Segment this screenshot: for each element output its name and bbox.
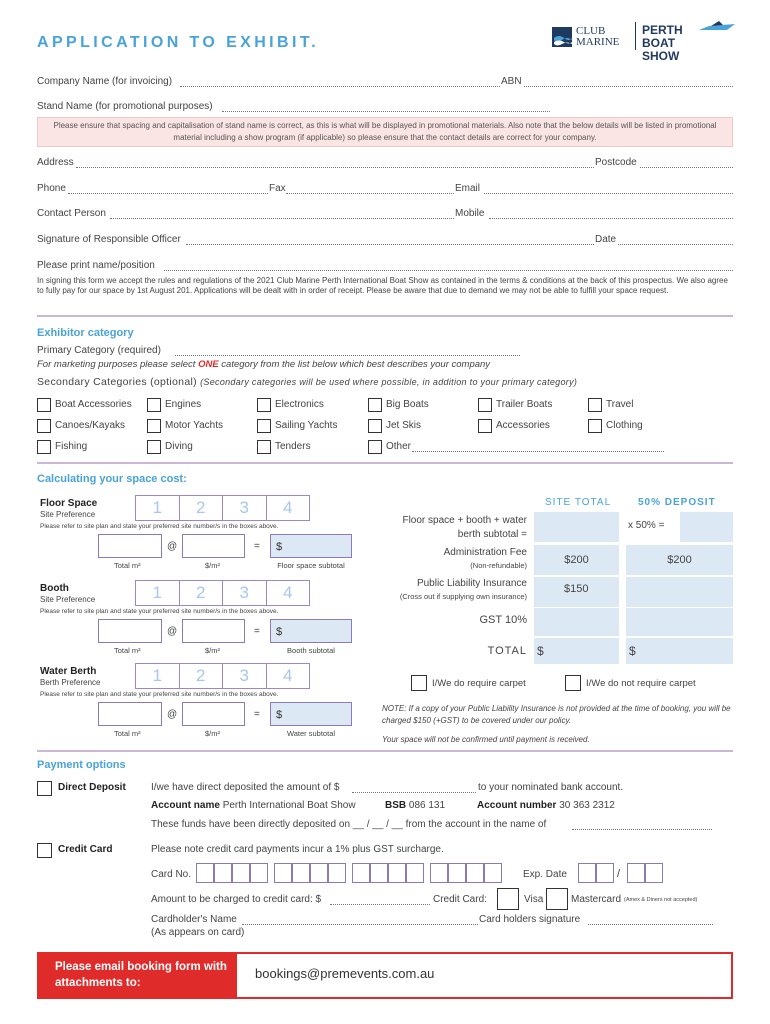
deposit-heading: 50% DEPOSIT bbox=[638, 497, 716, 508]
booth-title: Booth bbox=[40, 583, 69, 594]
gst-site-cell[interactable] bbox=[534, 608, 619, 636]
card-no-label: Card No. bbox=[151, 869, 192, 880]
admin-site-cell: $200 bbox=[534, 545, 619, 575]
bsb-value: 086 131 bbox=[408, 800, 446, 811]
admin-deposit-cell: $200 bbox=[626, 545, 733, 575]
secondary-label: Secondary Categories (optional) bbox=[37, 376, 197, 388]
divider bbox=[37, 315, 733, 317]
floor-subtotal-label: Floor space subtotal bbox=[277, 561, 345, 570]
booth-rate-label: $/m² bbox=[205, 646, 220, 655]
category-label: Trailer Boats bbox=[496, 399, 553, 410]
primary-category-label: Primary Category (required) bbox=[37, 345, 161, 356]
exhibitor-category-heading: Exhibitor category bbox=[37, 327, 134, 339]
marketing-note-post: category from the list below which best describes your company bbox=[218, 359, 491, 370]
fax-field[interactable] bbox=[286, 184, 454, 194]
booth-equals: = bbox=[254, 626, 260, 637]
water-subtotal-input[interactable]: $ bbox=[270, 702, 352, 726]
stand-name-label: Stand Name (for promotional purposes) bbox=[37, 101, 213, 112]
card-digit-box[interactable] bbox=[328, 863, 346, 883]
pref-4[interactable]: 4 bbox=[283, 498, 293, 517]
water-preference-label: Berth Preference bbox=[40, 678, 101, 687]
date-label: Date bbox=[595, 234, 617, 245]
floor-total-m2-input[interactable] bbox=[98, 534, 162, 558]
funds-label: These funds have been directly deposited on __ / __ / __ from the account in the name of bbox=[151, 819, 547, 830]
water-equals: = bbox=[254, 709, 260, 720]
subtotal-label-1: Floor space + booth + water bbox=[402, 515, 527, 526]
carpet-no-label: I/We do not require carpet bbox=[586, 678, 696, 689]
bsb-details bbox=[385, 800, 445, 811]
booth-subtotal-label: Booth subtotal bbox=[287, 646, 335, 655]
category-label: Boat Accessories bbox=[55, 399, 132, 410]
exp-slash: / bbox=[617, 868, 621, 880]
category-label: Motor Yachts bbox=[165, 420, 223, 431]
pref-3[interactable]: 3 bbox=[223, 581, 267, 605]
site-total-heading: SITE TOTAL bbox=[545, 497, 612, 508]
card-digit-box[interactable] bbox=[406, 863, 424, 883]
water-pref-note: Please refer to site plan and state your preferred site number/s in the boxes above. bbox=[40, 691, 279, 698]
bsb-label: BSB bbox=[385, 800, 407, 811]
stand-name-note: Please ensure that spacing and capitalisation of stand name is correct, as this is what will be displayed in promotional materials. Also note that the below details will be listed in promotional material including a show program (if applicable) so please ensure that the contact details are correct for your company. bbox=[37, 117, 733, 147]
card-digit-box[interactable] bbox=[232, 863, 250, 883]
stand-name-field[interactable] bbox=[222, 102, 550, 112]
credit-card-label: Credit Card bbox=[58, 844, 113, 855]
abn-label: ABN bbox=[501, 76, 522, 87]
account-number-details bbox=[477, 800, 615, 811]
direct-deposit-checkbox[interactable] bbox=[37, 781, 52, 796]
company-name-label: Company Name (for invoicing) bbox=[37, 76, 173, 87]
account-number-value: 30 363 2312 bbox=[559, 800, 615, 811]
card-digit-box[interactable] bbox=[466, 863, 484, 883]
card-digit-box[interactable] bbox=[310, 863, 328, 883]
pref-2[interactable]: 2 bbox=[180, 496, 224, 520]
gst-deposit-cell[interactable] bbox=[626, 608, 733, 636]
booth-at: @ bbox=[167, 626, 178, 637]
category-checkbox[interactable] bbox=[368, 440, 382, 454]
water-subtotal-label: Water subtotal bbox=[286, 729, 336, 738]
club-marine-logo bbox=[551, 24, 631, 50]
total-site-cell[interactable]: $ bbox=[534, 638, 619, 664]
total-label: TOTAL bbox=[487, 645, 527, 657]
category-checkbox[interactable] bbox=[147, 398, 161, 412]
pref-1[interactable]: 1 bbox=[136, 496, 180, 520]
terms-text: In signing this form we accept the rules and regulations of the 2021 Club Marine Perth International Boat Show as contained in the terms & conditions at the back of this prospectus. We also agree to fully pay for our space by 1st August 201. Applications will be dealt with in order of receipt. Please be aware that due to demand we may not be able to fulfill your space request. bbox=[37, 276, 728, 295]
pli-label: Public Liability Insurance bbox=[416, 578, 527, 589]
card-digit-box[interactable] bbox=[370, 863, 388, 883]
address-label: Address bbox=[37, 157, 74, 168]
visa-checkbox[interactable] bbox=[497, 888, 519, 910]
card-digit-box[interactable] bbox=[484, 863, 502, 883]
other-category-field[interactable] bbox=[412, 442, 664, 452]
page-title: APPLICATION TO EXHIBIT. bbox=[37, 34, 320, 51]
boat-icon bbox=[697, 20, 737, 34]
credit-card-type-label: Credit Card: bbox=[433, 894, 487, 905]
category-checkbox[interactable] bbox=[37, 398, 51, 412]
credit-card-checkbox[interactable] bbox=[37, 843, 52, 858]
pref-2[interactable]: 2 bbox=[180, 581, 224, 605]
cardholder-label: Cardholder's Name bbox=[151, 914, 237, 925]
booth-total-m2-input[interactable] bbox=[98, 619, 162, 643]
contact-person-field[interactable] bbox=[110, 209, 454, 219]
amex-note: (Amex & Diners not accepted) bbox=[624, 897, 698, 903]
category-label: Fishing bbox=[55, 441, 88, 452]
exp-year-box-2[interactable] bbox=[645, 863, 663, 883]
boat-show-text: PERTH BOAT SHOW bbox=[642, 23, 683, 63]
surcharge-note: Please note credit card payments incur a 1% plus GST surcharge. bbox=[151, 844, 444, 855]
category-label: Engines bbox=[165, 399, 202, 410]
signature-label: Signature of Responsible Officer bbox=[37, 234, 181, 245]
card-digit-box[interactable] bbox=[292, 863, 310, 883]
floor-title: Floor Space bbox=[40, 498, 98, 509]
category-label: Clothing bbox=[606, 420, 643, 431]
email-footer bbox=[37, 952, 733, 999]
deposited-pre: I/we have direct deposited the amount of $ bbox=[151, 782, 340, 793]
marketing-note-pre: For marketing purposes please select bbox=[37, 359, 199, 370]
primary-category-field[interactable] bbox=[175, 346, 520, 356]
email-field[interactable] bbox=[484, 184, 733, 194]
subtotal-deposit-cell[interactable] bbox=[680, 512, 733, 542]
water-preference-boxes[interactable] bbox=[135, 663, 310, 689]
deposited-post: to your nominated bank account. bbox=[478, 782, 624, 793]
category-checkbox[interactable] bbox=[257, 398, 271, 412]
subtotal-label-2: berth subtotal = bbox=[457, 529, 527, 540]
address-field[interactable] bbox=[76, 158, 594, 168]
floor-preference-label: Site Preference bbox=[40, 510, 96, 519]
carpet-yes-label: I/We do require carpet bbox=[432, 678, 526, 689]
category-label: Sailing Yachts bbox=[275, 420, 338, 431]
booth-preference-label: Site Preference bbox=[40, 595, 96, 604]
water-rate-label: $/m² bbox=[205, 729, 220, 738]
footer-email[interactable]: bookings@premevents.com.au bbox=[255, 966, 435, 981]
signature-field[interactable] bbox=[186, 235, 594, 245]
amount-field[interactable] bbox=[330, 895, 430, 905]
divider bbox=[37, 462, 733, 464]
exp-date-label: Exp. Date bbox=[523, 869, 567, 880]
contact-person-label: Contact Person bbox=[37, 208, 106, 219]
exp-month-box-2[interactable] bbox=[596, 863, 614, 883]
account-details bbox=[151, 800, 356, 811]
category-label: Electronics bbox=[275, 399, 324, 410]
category-checkbox[interactable] bbox=[368, 419, 382, 433]
floor-subtotal-input[interactable]: $ bbox=[270, 534, 352, 558]
card-signature-label: Card holders signature bbox=[479, 914, 581, 925]
company-name-field[interactable] bbox=[180, 77, 500, 87]
floor-total-m2-label: Total m² bbox=[114, 561, 141, 570]
marketing-note-one: ONE bbox=[198, 359, 219, 370]
category-checkbox[interactable] bbox=[37, 440, 51, 454]
card-digit-box[interactable] bbox=[214, 863, 232, 883]
category-checkbox[interactable] bbox=[37, 419, 51, 433]
space-cost-heading: Calculating your space cost: bbox=[37, 473, 187, 485]
category-label: Tenders bbox=[275, 441, 311, 452]
card-digit-box[interactable] bbox=[448, 863, 466, 883]
club-marine-text: CLUB MARINE bbox=[576, 25, 620, 48]
date-field[interactable] bbox=[618, 235, 733, 245]
floor-rate-label: $/m² bbox=[205, 561, 220, 570]
pli-notice: NOTE: If a copy of your Public Liability Insurance is not provided at the time of booking, you will be charged $150 (+GST) to be covered under our policy. bbox=[382, 704, 731, 725]
account-holder-field[interactable] bbox=[572, 820, 712, 830]
gst-label: GST 10% bbox=[479, 614, 527, 626]
card-digit-box[interactable] bbox=[430, 863, 448, 883]
marketing-note bbox=[37, 359, 490, 370]
booth-preference-boxes[interactable] bbox=[135, 580, 310, 606]
print-name-field[interactable] bbox=[164, 261, 733, 271]
total-deposit-cell[interactable]: $ bbox=[626, 638, 733, 664]
cardholder-field[interactable] bbox=[242, 915, 478, 925]
booth-pref-note: Please refer to site plan and state your preferred site number/s in the boxes above. bbox=[40, 608, 279, 615]
category-checkbox[interactable] bbox=[588, 419, 602, 433]
card-digit-box[interactable] bbox=[196, 863, 214, 883]
water-title: Water Berth bbox=[40, 666, 97, 677]
confirm-notice: Your space will not be confirmed until payment is received. bbox=[382, 735, 590, 744]
category-checkbox[interactable] bbox=[368, 398, 382, 412]
category-label: Big Boats bbox=[386, 399, 429, 410]
x50-label: x 50% = bbox=[628, 520, 665, 531]
category-label: Travel bbox=[606, 399, 634, 410]
amount-label: Amount to be charged to credit card: $ bbox=[151, 894, 322, 905]
card-digit-box[interactable] bbox=[250, 863, 268, 883]
water-at: @ bbox=[167, 709, 178, 720]
pli-note: (Cross out if supplying own insurance) bbox=[399, 592, 527, 601]
divider bbox=[37, 750, 733, 752]
mastercard-label: Mastercard bbox=[571, 894, 622, 905]
club-marine-icon bbox=[551, 26, 573, 48]
pli-deposit-cell[interactable] bbox=[626, 577, 733, 607]
category-label: Jet Skis bbox=[386, 420, 422, 431]
boat-show-logo bbox=[642, 20, 742, 63]
card-digit-box[interactable] bbox=[274, 863, 292, 883]
abn-field[interactable] bbox=[524, 77, 733, 87]
visa-label: Visa bbox=[524, 894, 544, 905]
pref-4[interactable]: 4 bbox=[283, 583, 293, 602]
pref-4[interactable]: 4 bbox=[283, 666, 293, 685]
fax-label: Fax bbox=[269, 183, 286, 194]
logo-divider bbox=[635, 22, 636, 50]
postcode-field[interactable] bbox=[640, 158, 733, 168]
card-digit-box[interactable] bbox=[352, 863, 370, 883]
booth-subtotal-input[interactable]: $ bbox=[270, 619, 352, 643]
water-rate-input[interactable] bbox=[182, 702, 245, 726]
email-prompt: Please email booking form with attachments to: bbox=[39, 954, 237, 997]
water-total-m2-label: Total m² bbox=[114, 729, 141, 738]
carpet-yes-checkbox[interactable] bbox=[411, 675, 427, 691]
category-checkbox[interactable] bbox=[257, 419, 271, 433]
payment-heading: Payment options bbox=[37, 759, 126, 771]
subtotal-site-cell[interactable] bbox=[534, 512, 619, 542]
email-label: Email bbox=[455, 183, 481, 194]
category-label: Accessories bbox=[496, 420, 550, 431]
category-checkbox[interactable] bbox=[478, 398, 492, 412]
floor-rate-input[interactable] bbox=[182, 534, 245, 558]
card-signature-field[interactable] bbox=[588, 915, 713, 925]
category-checkbox[interactable] bbox=[147, 419, 161, 433]
pref-3[interactable]: 3 bbox=[223, 664, 267, 688]
pli-site-cell: $150 bbox=[534, 577, 619, 607]
booth-rate-input[interactable] bbox=[182, 619, 245, 643]
booth-total-m2-label: Total m² bbox=[114, 646, 141, 655]
water-total-m2-input[interactable] bbox=[98, 702, 162, 726]
mobile-label: Mobile bbox=[455, 208, 485, 219]
exp-year-box-1[interactable] bbox=[627, 863, 645, 883]
non-refundable-label: (Non-refundable) bbox=[470, 561, 527, 570]
carpet-no-checkbox[interactable] bbox=[565, 675, 581, 691]
pref-1[interactable]: 1 bbox=[136, 581, 180, 605]
category-checkbox[interactable] bbox=[588, 398, 602, 412]
phone-field[interactable] bbox=[68, 184, 268, 194]
secondary-note: (Secondary categories will be used where possible, in addition to your primary category) bbox=[200, 377, 578, 387]
print-name-label: Please print name/position bbox=[37, 260, 155, 271]
deposit-amount-field[interactable] bbox=[352, 783, 476, 793]
floor-at: @ bbox=[167, 541, 178, 552]
floor-preference-boxes[interactable] bbox=[135, 495, 310, 521]
floor-equals: = bbox=[254, 541, 260, 552]
category-checkbox[interactable] bbox=[147, 440, 161, 454]
postcode-label: Postcode bbox=[595, 157, 637, 168]
phone-label: Phone bbox=[37, 183, 66, 194]
direct-deposit-label: Direct Deposit bbox=[58, 782, 126, 793]
account-name-label: Account name bbox=[151, 800, 220, 811]
category-checkbox[interactable] bbox=[257, 440, 271, 454]
pref-3[interactable]: 3 bbox=[223, 496, 267, 520]
category-label: Canoes/Kayaks bbox=[55, 420, 126, 431]
account-number-label: Account number bbox=[477, 800, 557, 811]
card-digit-box[interactable] bbox=[388, 863, 406, 883]
category-label: Other bbox=[386, 441, 412, 452]
category-label: Diving bbox=[165, 441, 193, 452]
pref-2[interactable]: 2 bbox=[180, 664, 224, 688]
secondary-categories-label bbox=[37, 376, 577, 388]
mobile-field[interactable] bbox=[489, 209, 733, 219]
pref-1[interactable]: 1 bbox=[136, 664, 180, 688]
category-checkbox[interactable] bbox=[478, 419, 492, 433]
floor-pref-note: Please refer to site plan and state your preferred site number/s in the boxes above. bbox=[40, 523, 279, 530]
as-appears-label: (As appears on card) bbox=[151, 927, 245, 938]
admin-fee-label: Administration Fee bbox=[443, 547, 527, 558]
card-number-boxes bbox=[196, 863, 506, 883]
exp-month-box-1[interactable] bbox=[578, 863, 596, 883]
mastercard-checkbox[interactable] bbox=[546, 888, 568, 910]
account-name: Perth International Boat Show bbox=[222, 800, 356, 811]
